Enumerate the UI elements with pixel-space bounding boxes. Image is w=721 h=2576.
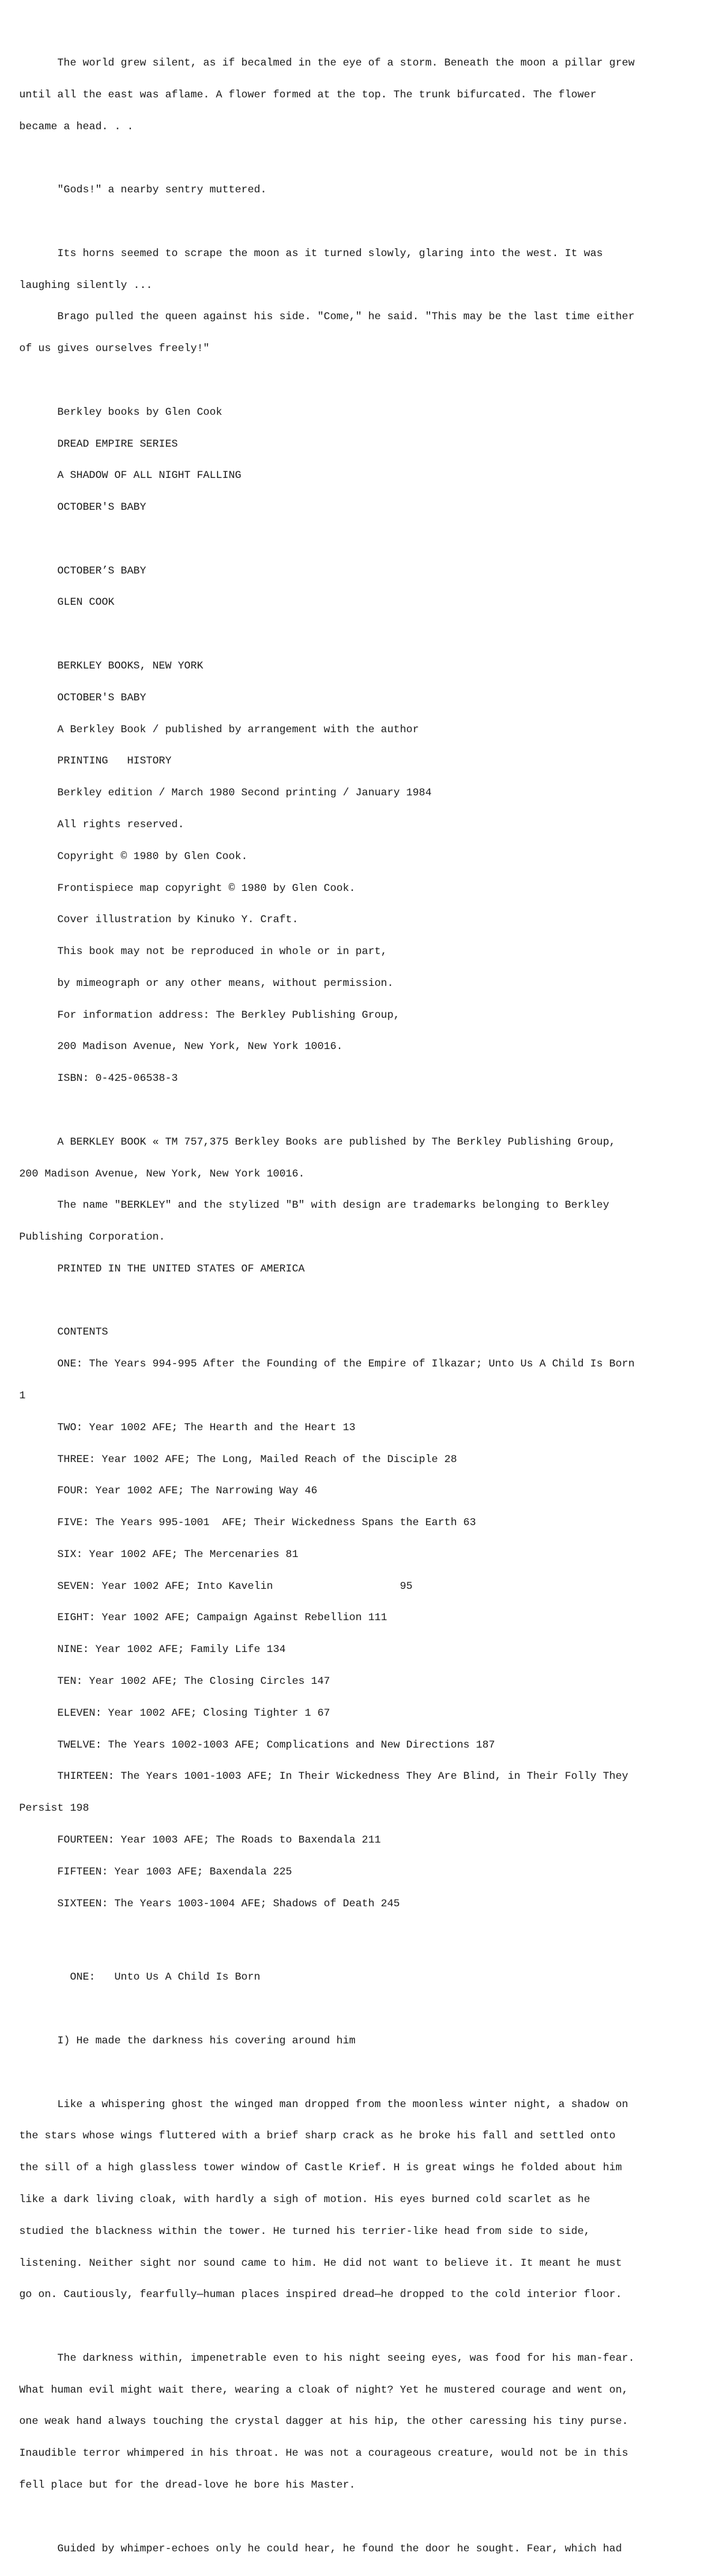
text-line: BERKLEY BOOKS, NEW YORK xyxy=(19,660,204,673)
contents-entry: SIXTEEN: The Years 1003-1004 AFE; Shadows of Death 245 xyxy=(19,1897,400,1910)
text-line: by mimeograph or any other means, without permission. xyxy=(19,977,394,990)
text-line: The world grew silent, as if becalmed in the eye of a storm. Beneath the moon a pillar grew xyxy=(19,57,635,70)
contents-heading: CONTENTS xyxy=(19,1326,108,1339)
section-title: I) He made the darkness his covering around him xyxy=(19,2035,356,2048)
text-line: of us gives ourselves freely!" xyxy=(19,343,210,355)
text-line: Copyright © 1980 by Glen Cook. xyxy=(19,850,248,863)
section-heading xyxy=(19,2015,704,2068)
chapter-paragraph-2 xyxy=(19,2333,704,2512)
text-line: OCTOBER'S BABY xyxy=(19,691,147,704)
text-line: 200 Madison Avenue, New York, New York 10016. xyxy=(19,1041,343,1053)
contents-entry: FOUR: Year 1002 AFE; The Narrowing Way 46 xyxy=(19,1485,318,1498)
text-line: like a dark living cloak, with hardly a sigh of motion. His eyes burned cold scarlet as he xyxy=(19,2193,591,2206)
text-line: fell place but for the dread-love he bore his Master. xyxy=(19,2479,356,2491)
text-line: Guided by whimper-echoes only he could hear, he found the door he sought. Fear, which had xyxy=(19,2542,622,2555)
text-line: A SHADOW OF ALL NIGHT FALLING xyxy=(19,470,242,482)
text-line: laughing silently ... xyxy=(19,279,153,292)
text-line: What human evil might wait there, wearing a cloak of night? Yet he mustered courage and went on, xyxy=(19,2384,628,2396)
text-line: A Berkley Book / published by arrangement with the author xyxy=(19,723,419,736)
text-line: For information address: The Berkley Publishing Group, xyxy=(19,1009,400,1021)
contents-entry: SEVEN: Year 1002 AFE; Into Kavelin 95 xyxy=(19,1580,413,1592)
text-line: "Gods!" a nearby sentry muttered. xyxy=(19,184,267,197)
text-line: until all the east was aflame. A flower formed at the top. The trunk bifurcated. The flower xyxy=(19,88,597,101)
text-line: became a head. . . xyxy=(19,120,134,133)
document-page xyxy=(19,37,704,2575)
contents-entry: Persist 198 xyxy=(19,1802,90,1815)
text-line: PRINTING HISTORY xyxy=(19,755,172,768)
text-line: listening. Neither sight nor sound came to him. He did not want to believe it. It meant he must xyxy=(19,2257,622,2269)
publisher-notice xyxy=(19,1116,704,1296)
text-line: Berkley books by Glen Cook xyxy=(19,406,222,418)
contents-entry: 1 xyxy=(19,1390,26,1402)
chapter-heading xyxy=(19,1951,704,2004)
text-line: PRINTED IN THE UNITED STATES OF AMERICA xyxy=(19,1262,305,1275)
title-page xyxy=(19,545,704,630)
text-line: DREAD EMPIRE SERIES xyxy=(19,438,178,450)
text-line: All rights reserved. xyxy=(19,818,184,831)
text-line: The darkness within, impenetrable even to his night seeing eyes, was food for his man-fear. xyxy=(19,2352,635,2364)
text-line: ISBN: 0-425-06538-3 xyxy=(19,1072,178,1085)
text-line: Cover illustration by Kinuko Y. Craft. xyxy=(19,914,299,926)
books-by-author xyxy=(19,387,704,534)
text-line: Its horns seemed to scrape the moon as it turned slowly, glaring into the west. It was xyxy=(19,247,603,260)
text-line: Brago pulled the queen against his side. "Come," he said. "This may be the last time either xyxy=(19,311,635,323)
contents-entry: FIVE: The Years 995-1001 AFE; Their Wickedness Spans the Earth 63 xyxy=(19,1517,476,1529)
text-line: go on. Cautiously, fearfully—human places inspired dread—he dropped to the cold interior floor. xyxy=(19,2289,622,2301)
text-line: 200 Madison Avenue, New York, New York 10016. xyxy=(19,1167,305,1180)
contents-entry: FOURTEEN: Year 1003 AFE; The Roads to Baxendala 211 xyxy=(19,1834,381,1846)
text-line: This book may not be reproduced in whole or in part, xyxy=(19,946,388,958)
book-title: OCTOBER’S BABY xyxy=(19,564,147,577)
opening-paragraph-3 xyxy=(19,228,704,376)
contents-entry: ELEVEN: Year 1002 AFE; Closing Tighter 1 67 xyxy=(19,1707,330,1719)
contents-entry: TWO: Year 1002 AFE; The Hearth and the Heart 13 xyxy=(19,1421,356,1434)
opening-paragraph-1 xyxy=(19,37,704,154)
text-line: Publishing Corporation. xyxy=(19,1231,165,1244)
text-line: studied the blackness within the tower. He turned his terrier-like head from side to side, xyxy=(19,2225,591,2238)
contents-entry: TWELVE: The Years 1002-1003 AFE; Complications and New Directions 187 xyxy=(19,1739,495,1751)
contents-entry: TEN: Year 1002 AFE; The Closing Circles 147 xyxy=(19,1675,330,1688)
chapter-paragraph-1 xyxy=(19,2078,704,2322)
contents-entry: ONE: The Years 994-995 After the Founding of the Empire of Ilkazar; Unto Us A Child Is Born xyxy=(19,1358,635,1371)
opening-paragraph-2 xyxy=(19,164,704,217)
text-line: Berkley edition / March 1980 Second printing / January 1984 xyxy=(19,787,432,800)
contents-entry: EIGHT: Year 1002 AFE; Campaign Against Rebellion 111 xyxy=(19,1612,388,1624)
contents-entry: SIX: Year 1002 AFE; The Mercenaries 81 xyxy=(19,1548,299,1561)
text-line: The name "BERKLEY" and the stylized "B" with design are trademarks belonging to Berkley xyxy=(19,1199,609,1212)
contents-entry: NINE: Year 1002 AFE; Family Life 134 xyxy=(19,1644,286,1656)
text-line: Frontispiece map copyright © 1980 by Glen Cook. xyxy=(19,882,356,895)
copyright-block xyxy=(19,640,704,1106)
text-line: OCTOBER'S BABY xyxy=(19,501,147,514)
text-line: Like a whispering ghost the winged man dropped from the moonless winter night, a shadow on xyxy=(19,2098,628,2111)
contents-entry: THREE: Year 1002 AFE; The Long, Mailed Reach of the Disciple 28 xyxy=(19,1453,457,1466)
text-line: the sill of a high glassless tower window of Castle Krief. H is great wings he folded about him xyxy=(19,2162,622,2174)
text-line: A BERKLEY BOOK « TM 757,375 Berkley Books are published by The Berkley Publishing Group, xyxy=(19,1136,616,1148)
text-line: Inaudible terror whimpered in his throat. He was not a courageous creature, would not be in this xyxy=(19,2447,628,2460)
contents-entry: FIFTEEN: Year 1003 AFE; Baxendala 225 xyxy=(19,1865,292,1878)
text-line: the stars whose wings fluttered with a brief sharp crack as he broke his fall and settled onto xyxy=(19,2130,616,2143)
contents-entry: THIRTEEN: The Years 1001-1003 AFE; In Their Wickedness They Are Blind, in Their Folly They xyxy=(19,1770,628,1783)
text-line: one weak hand always touching the crystal dagger at his hip, the other caressing his tiny purse. xyxy=(19,2415,628,2428)
table-of-contents xyxy=(19,1306,704,1930)
chapter-title: ONE: Unto Us A Child Is Born xyxy=(19,1971,261,1984)
author-name: GLEN COOK xyxy=(19,596,115,609)
chapter-paragraph-3 xyxy=(19,2522,704,2575)
